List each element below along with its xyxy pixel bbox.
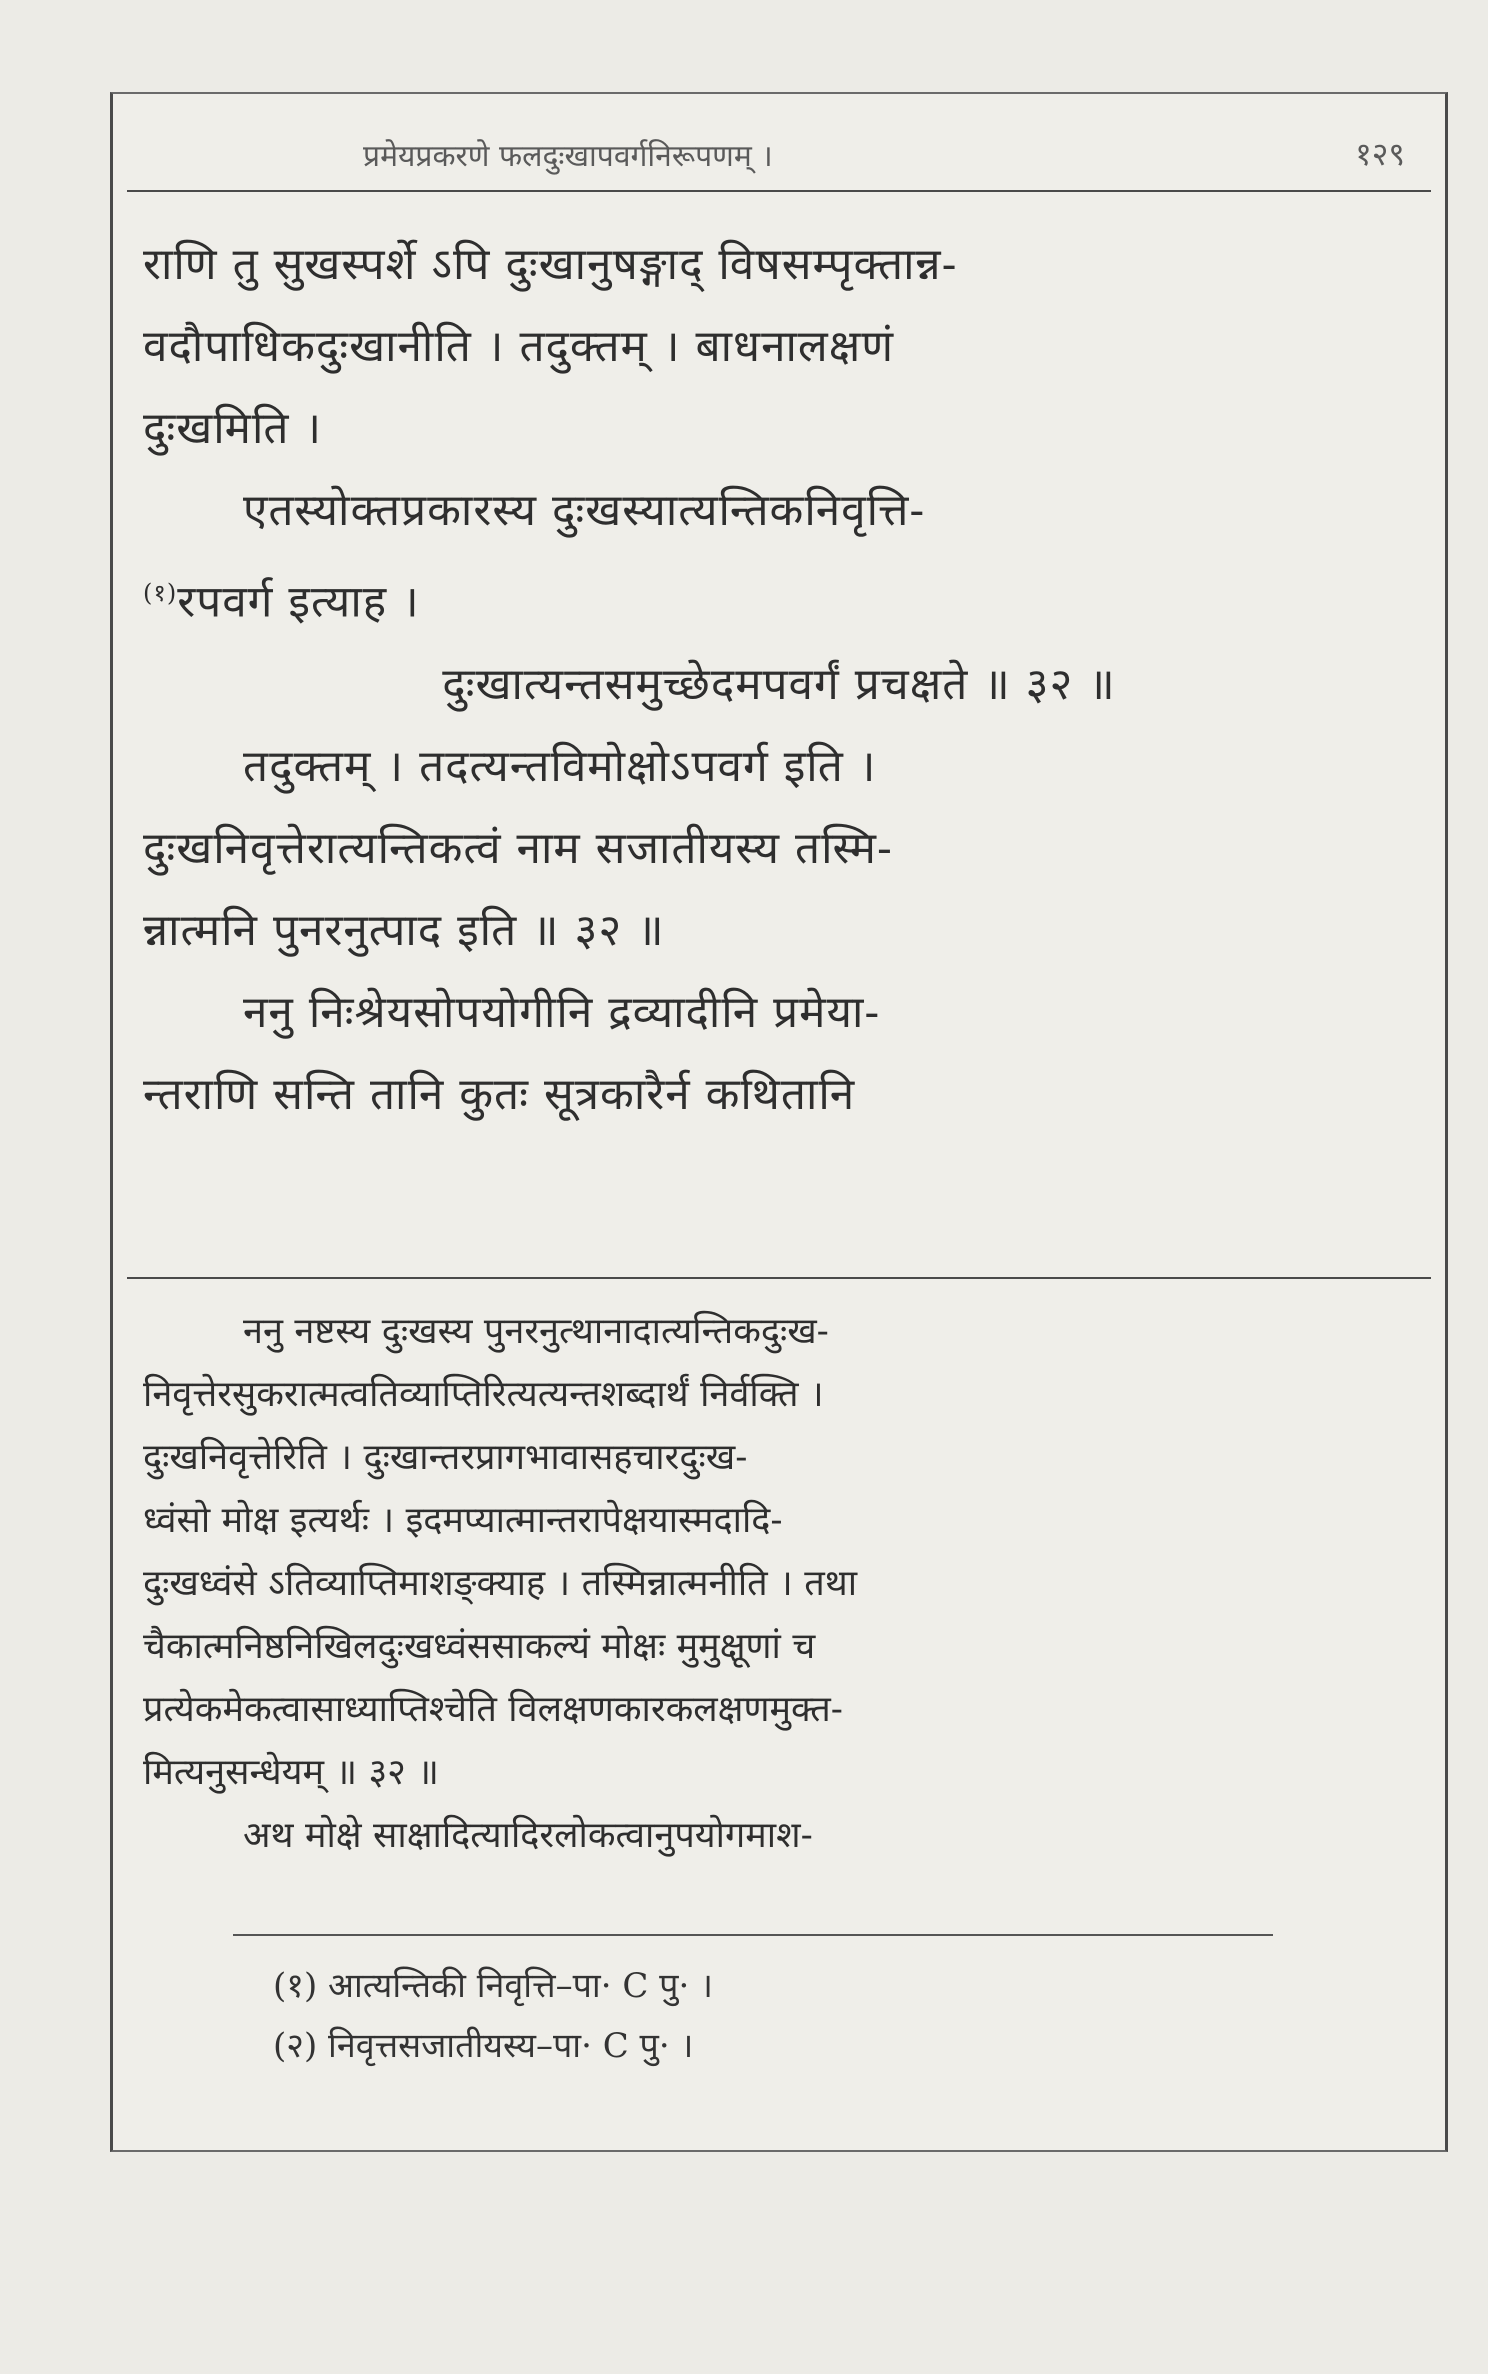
text-line-with-note bbox=[143, 552, 1415, 644]
commentary-rule bbox=[127, 1277, 1431, 1279]
commentary-line: अथ मोक्षे साक्षादित्यादिरलोकत्वानुपयोगमाश- bbox=[243, 1815, 813, 1856]
page-header bbox=[113, 112, 1445, 184]
commentary-line: निवृत्तेरसुकरात्मत्वतिव्याप्तिरित्यत्यन्तशब्दार्थं निर्वक्ति । bbox=[143, 1374, 824, 1415]
commentary-line: ननु नष्टस्य दुःखस्य पुनरनुत्थानादात्यन्तिकदुःख- bbox=[243, 1311, 829, 1352]
sutra-line: दुःखात्यन्तसमुच्छेदमपवर्गं प्रचक्षते ॥ ३२ ॥ bbox=[442, 658, 1116, 710]
text-line: ननु निःश्रेयसोपयोगीनि द्रव्यादीनि प्रमेया- bbox=[243, 986, 881, 1038]
footnote-marker-1: (१) bbox=[143, 579, 178, 607]
text-line: न्तराणि सन्ति तानि कुतः सूत्रकारैर्न कथितानि bbox=[143, 1068, 856, 1120]
text-line: दुःखमिति । bbox=[143, 403, 323, 454]
commentary-line: दुःखनिवृत्तेरिति । दुःखान्तरप्रागभावासहचारदुःख- bbox=[143, 1437, 748, 1478]
commentary-line: मित्यनुसन्धेयम् ॥ ३२ ॥ bbox=[143, 1752, 439, 1793]
footnotes bbox=[273, 1956, 713, 2076]
running-title: प्रमेयप्रकरणे फलदुःखापवर्गनिरूपणम् । bbox=[363, 139, 773, 174]
commentary-text bbox=[143, 1300, 1415, 1867]
header-rule bbox=[127, 190, 1431, 192]
text-line: वदौपाधिकदुःखानीति । तदुक्तम् । बाधनालक्षणं bbox=[143, 321, 895, 372]
text-line: एतस्योक्तप्रकारस्य दुःखस्यात्यन्तिकनिवृत्ति- bbox=[243, 485, 926, 536]
commentary-line: चैकात्मनिष्ठनिखिलदुःखध्वंससाकल्यं मोक्षः मुमुक्षूणां च bbox=[143, 1626, 816, 1667]
footnote-rule bbox=[233, 1934, 1273, 1936]
text-line: दुःखनिवृत्तेरात्यन्तिकत्वं नाम सजातीयस्य तस्मि- bbox=[143, 822, 893, 874]
text-line: रपवर्ग इत्याह । bbox=[177, 576, 420, 628]
book-page bbox=[110, 92, 1448, 2152]
footnote-2: (२) निवृत्तसजातीयस्य–पा· C पु· । bbox=[273, 2026, 694, 2066]
footnote-1: (१) आत्यन्तिकी निवृत्ति–पा· C पु· । bbox=[273, 1966, 713, 2006]
main-text bbox=[143, 224, 1415, 1136]
commentary-line: दुःखध्वंसे ऽतिव्याप्तिमाशङ्क्याह । तस्मिन्नात्मनीति । तथा bbox=[143, 1563, 858, 1604]
text-line: तदुक्तम् । तदत्यन्तविमोक्षोऽपवर्ग इति । bbox=[243, 740, 877, 792]
commentary-line: ध्वंसो मोक्ष इत्यर्थः । इदमप्यात्मान्तरापेक्षयास्मदादि- bbox=[143, 1500, 783, 1541]
page-number: १२९ bbox=[1355, 135, 1405, 173]
text-line: राणि तु सुखस्पर्शे ऽपि दुःखानुषङ्गाद् विषसम्पृक्तान्न- bbox=[143, 239, 958, 290]
commentary-line: प्रत्येकमेकत्वासाध्याप्तिश्चेति विलक्षणकारकलक्षणमुक्त- bbox=[143, 1689, 843, 1730]
text-line: न्नात्मनि पुनरनुत्पाद इति ॥ ३२ ॥ bbox=[143, 904, 665, 956]
